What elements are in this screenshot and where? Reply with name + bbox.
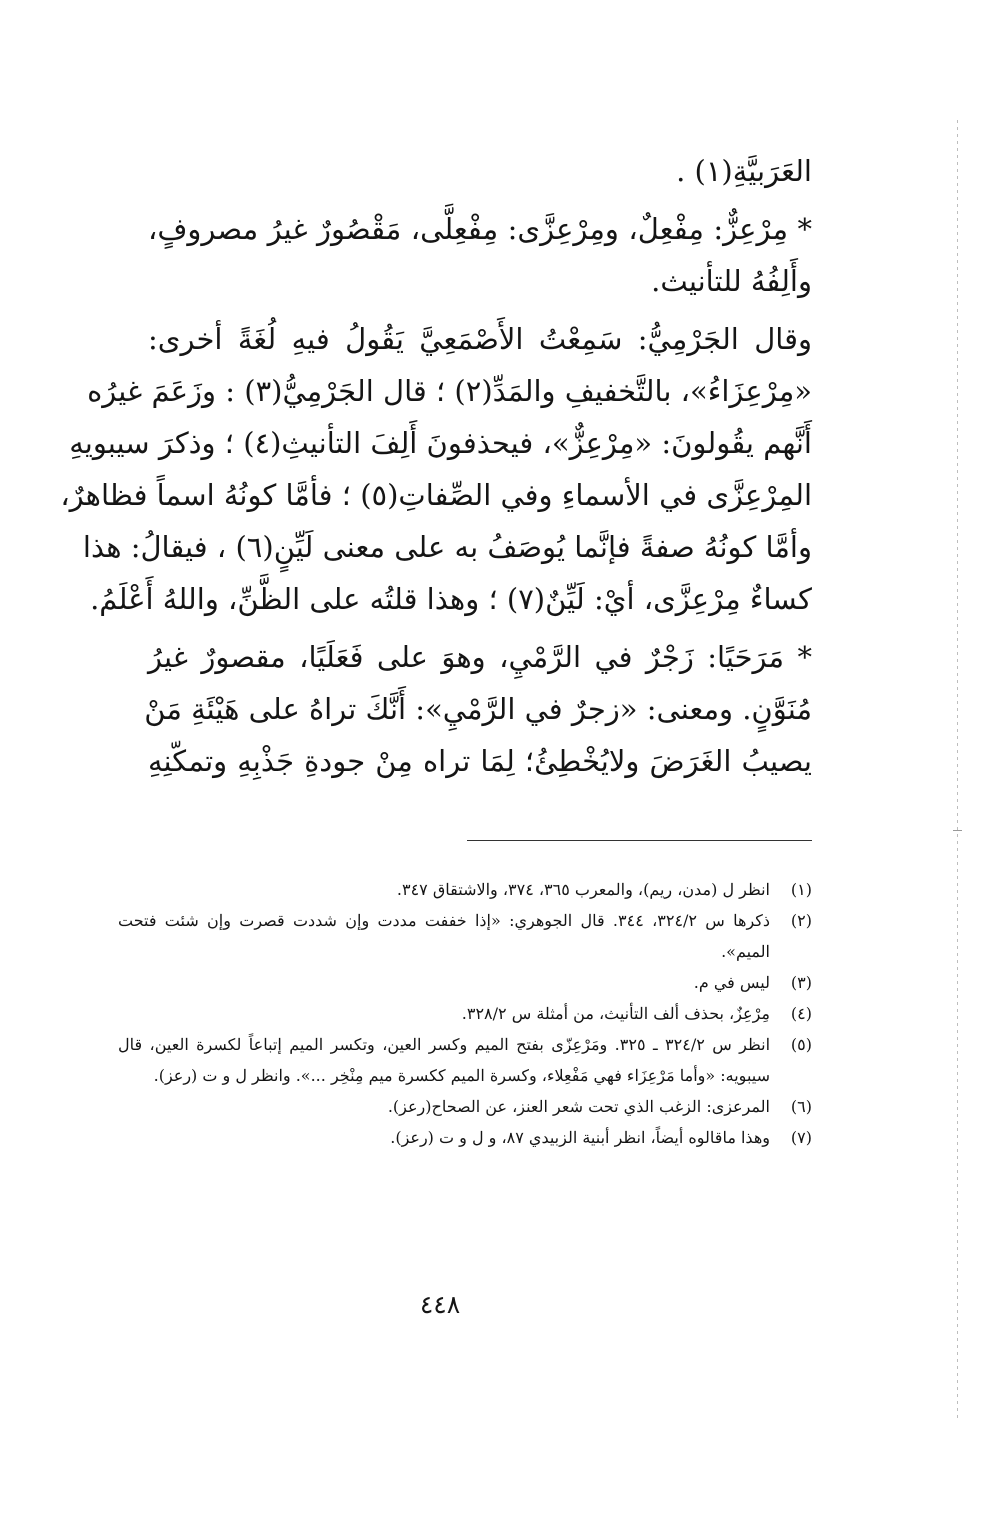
footnote-item [118, 967, 812, 998]
text-line: يصيبُ الغَرَضَ ولايُخْطِئُ؛ لِمَا تراه مِنْ جودةِ جَذْبِهِ وتمكّنِهِ [148, 744, 812, 778]
page-edge-mark [953, 830, 962, 831]
text-line: أَنَّهم يقُولونَ: «مِرْعِزٌّ»، فيحذفونَ أَلِفَ التأنيثِ(٤) ؛ وذكرَ سيبويهِ [69, 426, 812, 460]
footnote-number: (٣) [790, 973, 812, 992]
main-text [60, 145, 812, 787]
footnote-separator [467, 840, 812, 841]
footnotes [118, 874, 812, 1153]
footnote-item [118, 1091, 812, 1122]
text-line: وقال الجَرْمِيُّ: سَمِعْتُ الأَصْمَعِيَّ يَقُولُ فيهِ لُغَةً أخرى: [148, 322, 812, 356]
footnote-number: (٥) [790, 1035, 812, 1054]
text-line: كساءٌ مِرْعِزَّى، أيْ: لَيِّنٌ(٧) ؛ وهذا قلتُه على الظَّنِّ، واللهُ أَعْلَمُ. [90, 582, 812, 616]
footnote-item [118, 998, 812, 1029]
text-line: «مِرْعِزَاءُ»، بالتَّخفيفِ والمَدِّ(٢) ؛ قال الجَرْمِيُّ(٣) : وزَعَمَ غيرُه [87, 374, 812, 408]
footnote-text: انظر س ٣٢٤/٢ ـ ٣٢٥. ومَرْعِزّى بفتح الميم وكسر العين، وتكسر الميم إتباعاً لكسرة العين، قال سيبويه: «وأما مَرْعِزَاء فهي مَفْعِلاء، وكسرة الميم ككسرة ميم مِنْخِر ...». وانظر ل و ت (رعز). [118, 1035, 771, 1085]
text-line: العَرَبيَّةِ(١) . [676, 154, 812, 188]
footnote-item [118, 905, 812, 967]
footnote-item [118, 1029, 812, 1091]
text-line: المِرْعِزَّى في الأسماءِ وفي الصِّفاتِ(٥) ؛ فأمَّا كونُهُ اسماً فظاهرٌ، [60, 478, 812, 512]
footnote-item [118, 874, 812, 905]
footnote-text: المرعزى: الزغب الذي تحت شعر العنز، عن الصحاح(رعز). [387, 1097, 770, 1116]
footnote-number: (١) [790, 880, 812, 899]
footnote-number: (٦) [790, 1097, 812, 1116]
footnote-text: مِرْعِزٌ، بحذف ألف التأنيث، من أمثلة س ٣٢٨/٢. [461, 1004, 770, 1023]
text-line: وأَلِفُهُ للتأنيث. [651, 264, 812, 298]
text-line: * مِرْعِزٌّ: مِفْعِلٌ، ومِرْعِزَّى: مِفْعِلَّى، مَقْصُورٌ غيرُ مصروفٍ، [148, 212, 812, 246]
text-line: مُنَوَّنٍ. ومعنى: «زجرٌ في الرَّمْيِ»: أَنَّكَ تراهُ على هَيْئَةِ مَنْ [144, 692, 812, 726]
footnote-item [118, 1122, 812, 1153]
page-edge-line [957, 120, 958, 1420]
footnote-text: ذكرها س ٣٢٤/٢، ٣٤٤. قال الجوهري: «إذا خففت مددت وإن شددت قصرت وإن شئت فتحت الميم». [118, 911, 771, 961]
footnote-number: (٢) [790, 911, 812, 930]
footnote-number: (٧) [790, 1128, 812, 1147]
footnote-text: انظر ل (مدن، ريم)، والمعرب ٣٦٥، ٣٧٤، والاشتقاق ٣٤٧. [396, 880, 770, 899]
footnote-text: ليس في م. [693, 973, 770, 992]
footnote-text: وهذا ماقالوه أيضاً، انظر أبنية الزبيدي ٨٧، و ل و ت (رعز). [390, 1128, 770, 1147]
text-line: * مَرَحَيًا: زَجْرٌ في الرَّمْيِ، وهوَ على فَعَلَيًا، مقصورٌ غيرُ [148, 640, 812, 674]
text-line: وأمَّا كونُهُ صفةً فإنَّما يُوصَفُ به على معنى لَيِّنٍ(٦) ، فيقالُ: هذا [82, 530, 812, 564]
page-number: ٤٤٨ [419, 1290, 461, 1319]
footnote-number: (٤) [790, 1004, 812, 1023]
